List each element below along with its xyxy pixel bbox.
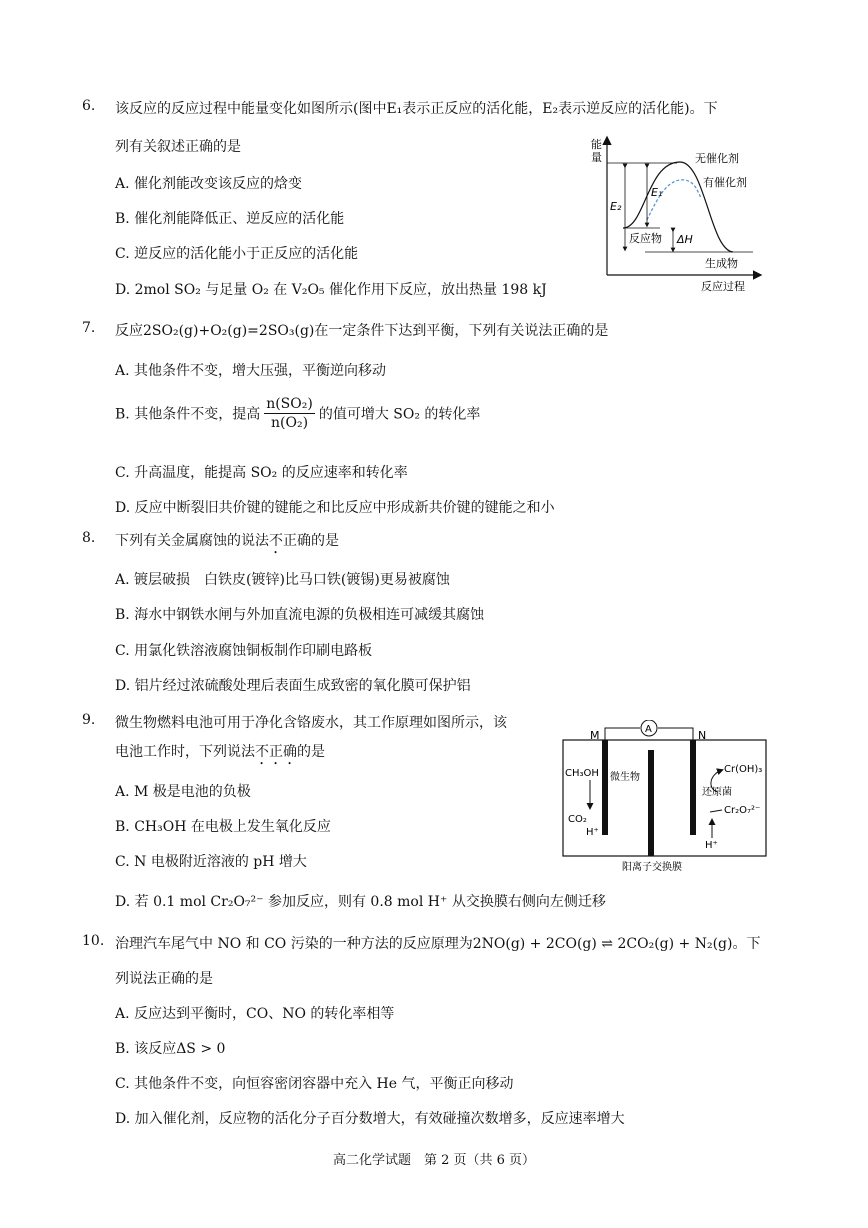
q10-option-d: D. 加入催化剂，反应物的活化分子百分数增大，有效碰撞次数增多，反应速率增大 xyxy=(115,1111,625,1127)
ammeter-label: A xyxy=(645,724,652,735)
microbe-label: 微生物 xyxy=(610,772,640,783)
q10-stem-line1: 治理汽车尾气中 NO 和 CO 污染的一种方法的反应原理为2NO(g) + 2CO(g) ⇌ 2CO₂(g) + N₂(g)。下 xyxy=(115,936,761,952)
electrode-n xyxy=(690,740,696,835)
q6-stem-line1: 该反应的反应过程中能量变化如图所示(图中E₁表示正反应的活化能，E₂表示逆反应的活化能)。下 xyxy=(115,101,718,117)
q8-option-d: D. 铝片经过浓硫酸处理后表面生成致密的氧化膜可保护铝 xyxy=(115,678,471,694)
y-axis-label-1: 能 xyxy=(591,138,602,151)
q7-option-c: C. 升高温度，能提高 SO₂ 的反应速率和转化率 xyxy=(115,465,408,481)
q7-stem-pre: 反应 xyxy=(115,323,143,339)
q10-option-b: B. 该反应ΔS > 0 xyxy=(115,1041,226,1057)
q9-stem-line1: 微生物燃料电池可用于净化含铬废水，其工作原理如图所示，该 xyxy=(115,715,507,731)
ch3oh-label: CH₃OH xyxy=(565,768,599,779)
q8-stem-post: 正确的是 xyxy=(283,533,339,549)
q6-option-c: C. 逆反应的活化能小于正反应的活化能 xyxy=(115,246,359,262)
q10-number: 10. xyxy=(82,933,105,949)
q10-option-a: A. 反应达到平衡时，CO、NO 的转化率相等 xyxy=(115,1006,395,1022)
x-axis-label: 反应过程 xyxy=(701,280,745,293)
h-right-label: H⁺ xyxy=(705,840,718,851)
q6-energy-diagram xyxy=(585,130,775,295)
cell-container xyxy=(563,740,766,856)
q8-option-a: A. 镀层破损 白铁皮(镀锌)比马口铁(镀锡)更易被腐蚀 xyxy=(115,572,450,588)
q8-option-b: B. 海水中钢铁水闸与外加直流电源的负极相连可减缓其腐蚀 xyxy=(115,607,485,623)
croh3-label: Cr(OH)₃ xyxy=(724,764,763,775)
q8-stem-emphasis: 不 xyxy=(269,533,283,549)
q9-stem-post: 的是 xyxy=(297,744,325,760)
bacteria-label: 还原菌 xyxy=(702,787,732,798)
q9-fuel-cell-diagram xyxy=(560,720,770,875)
cr2o7-arrow xyxy=(710,810,722,812)
q9-stem-line2 xyxy=(115,741,325,768)
q7-option-b xyxy=(115,396,480,431)
electrode-m-label: M xyxy=(590,729,600,742)
page-footer: 高二化学试题 第 2 页（共 6 页） xyxy=(332,1153,536,1168)
electrode-n-label: N xyxy=(698,729,707,742)
q9-number: 9. xyxy=(82,712,96,728)
q7-fraction-denominator: n(O₂) xyxy=(271,415,309,431)
reactant-label: 反应物 xyxy=(629,232,662,245)
q7-number: 7. xyxy=(82,320,96,336)
q7-option-a: A. 其他条件不变，增大压强，平衡逆向移动 xyxy=(115,363,387,379)
q6-option-b: B. 催化剂能降低正、逆反应的活化能 xyxy=(115,211,345,227)
q7-stem xyxy=(115,320,608,340)
wire-right xyxy=(658,728,693,740)
q6-number: 6. xyxy=(82,98,96,114)
q9-stem-pre: 电池工作时，下列说法 xyxy=(115,744,255,760)
wire-left xyxy=(605,728,640,740)
membrane-label: 阳离子交换膜 xyxy=(622,862,682,873)
q10-stem-line2: 列说法正确的是 xyxy=(115,971,213,987)
q9-stem-emphasis: 不正确 xyxy=(255,744,297,760)
ion-exchange-membrane xyxy=(648,750,654,856)
q7-option-b-pre: B. 其他条件不变，提高 xyxy=(115,406,261,423)
with-catalyst-label: 有催化剂 xyxy=(703,176,747,189)
q7-option-b-post: 的值可增大 SO₂ 的转化率 xyxy=(318,406,481,423)
q8-number: 8. xyxy=(82,530,96,546)
q7-fraction-numerator: n(SO₂) xyxy=(266,396,313,412)
q9-option-b: B. CH₃OH 在电极上发生氧化反应 xyxy=(115,819,331,835)
q6-option-a: A. 催化剂能改变该反应的焓变 xyxy=(115,176,303,192)
q7-equation: 2SO₂(g)+O₂(g)=2SO₃(g) xyxy=(143,323,315,339)
q8-stem xyxy=(115,530,339,557)
q7-stem-post: 在一定条件下达到平衡，下列有关说法正确的是 xyxy=(314,323,609,339)
dh-label: ΔH xyxy=(677,233,693,246)
q8-option-c: C. 用氯化铁溶液腐蚀铜板制作印刷电路板 xyxy=(115,643,373,659)
no-catalyst-label: 无催化剂 xyxy=(695,152,739,165)
q9-option-d: D. 若 0.1 mol Cr₂O₇²⁻ 参加反应，则有 0.8 mol H⁺ 从交换膜右侧向左侧迁移 xyxy=(115,894,606,910)
e1-label: E₁ xyxy=(651,186,663,199)
e2-label: E₂ xyxy=(610,200,622,213)
q8-stem-pre: 下列有关金属腐蚀的说法 xyxy=(115,533,269,549)
h-left-label: H⁺ xyxy=(586,827,599,838)
q7-fraction xyxy=(264,396,315,431)
co2-label: CO₂ xyxy=(568,814,587,825)
q9-option-c: C. N 电极附近溶液的 pH 增大 xyxy=(115,854,307,870)
q6-stem-line2: 列有关叙述正确的是 xyxy=(115,139,241,155)
q7-option-d: D. 反应中断裂旧共价键的键能之和比反应中形成新共价键的键能之和小 xyxy=(115,500,555,516)
cr2o7-label: Cr₂O₇²⁻ xyxy=(724,805,761,816)
q10-option-c: C. 其他条件不变，向恒容密闭容器中充入 He 气，平衡正向移动 xyxy=(115,1076,514,1092)
y-axis-label-2: 量 xyxy=(591,151,602,164)
q9-option-a: A. M 极是电池的负极 xyxy=(115,784,251,800)
product-label: 生成物 xyxy=(705,257,738,270)
q6-option-d: D. 2mol SO₂ 与足量 O₂ 在 V₂O₅ 催化作用下反应，放出热量 198 kJ xyxy=(115,282,547,298)
electrode-m xyxy=(602,740,608,835)
